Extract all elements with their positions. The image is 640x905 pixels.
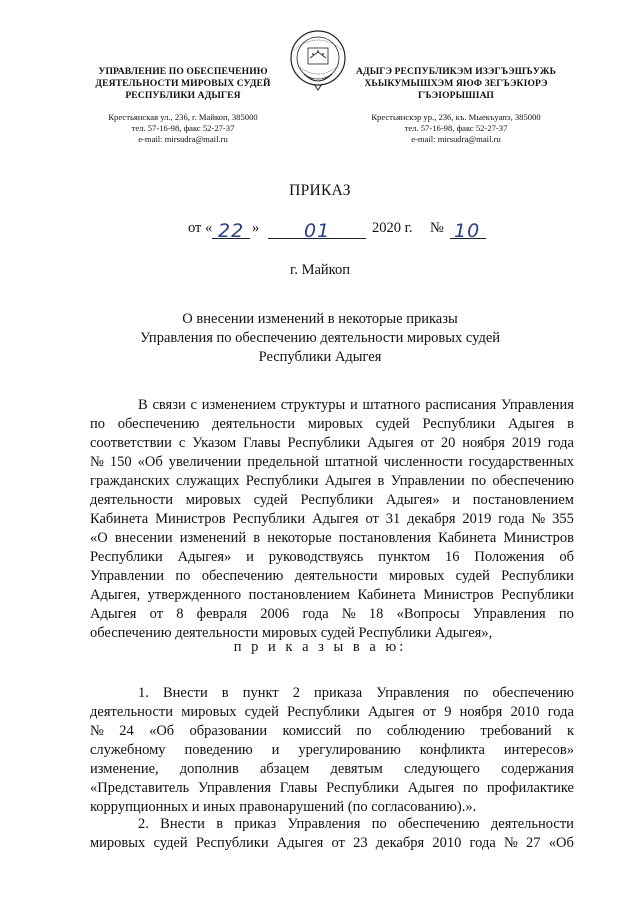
date-mid: » [252, 220, 260, 236]
header-left-line: РЕСПУБЛИКИ АДЫГЕЯ [125, 90, 241, 101]
preamble-line: «О внесении изменений в некоторые постановления Кабинета Министров [90, 530, 574, 546]
preamble-paragraph [90, 396, 574, 643]
subject-line: О внесении изменений в некоторые приказы [182, 311, 458, 327]
preamble-line: по обеспечению деятельности мировых судей Республики Адыгея в [90, 416, 574, 432]
header-left-line: ДЕЯТЕЛЬНОСТИ МИРОВЫХ СУДЕЙ [95, 78, 271, 89]
date-day-handwritten: 22 [218, 220, 245, 242]
preamble-line: соответствии с Указом Главы Республики Адыгея от 20 ноября 2019 года [90, 435, 574, 451]
document-subject [0, 310, 640, 367]
item-1-paragraph [90, 684, 574, 817]
preamble-line: деятельности мировых судей Республики Адыгея» и постановлением [90, 492, 574, 508]
preamble-line: Кабинета Министров Республики Адыгея от 31 декабря 2019 года № 355 [90, 511, 574, 527]
item-1-line: «Представитель Управления Главы Республики Адыгея по профилактике [90, 780, 574, 796]
coat-of-arms-icon [284, 28, 352, 92]
item-2-paragraph [90, 815, 574, 853]
subject-line: Управления по обеспечению деятельности мировых судей [139, 330, 501, 346]
preamble-line: Управлении по обеспечению деятельности мировых судей Республики [90, 568, 574, 584]
item-1-line: изменение, дополнив абзацем девятым следующего содержания [90, 761, 574, 777]
number-label: № [430, 220, 444, 236]
preamble-line: Республики Адыгея» и руководствуясь пунктом 16 Положения об [90, 549, 574, 565]
item-1-line: служебному поведению и урегулированию конфликта интересов» [90, 742, 574, 758]
date-month-handwritten: 01 [304, 220, 331, 242]
item-1-line: 1. Внести в пункт 2 приказа Управления по обеспечению [138, 685, 574, 701]
city: г. Майкоп [290, 262, 350, 278]
doc-number-handwritten: 10 [454, 220, 481, 242]
item-1-line: № 24 «Об образовании комиссий по соблюдению требований к [90, 723, 574, 739]
preamble-line: Адыгея от 8 февраля 2006 года № 18 «Вопросы Управления по [90, 606, 574, 622]
item-2-line: мировых судей Республики Адыгея от 23 декабря 2010 года № 27 «Об [90, 835, 574, 851]
header-left-contacts [78, 112, 288, 145]
document-title: ПРИКАЗ [289, 182, 351, 199]
preamble-line: В связи с изменением структуры и штатного расписания Управления [138, 397, 574, 413]
header-left-line: УПРАВЛЕНИЕ ПО ОБЕСПЕЧЕНИЮ [98, 66, 268, 77]
preamble-line: Адыгея, утвержденного постановлением Кабинета Министров Республики [90, 587, 574, 603]
item-2-line: 2. Внести в приказ Управления по обеспечению деятельности [138, 816, 574, 832]
date-year: 2020 г. [372, 220, 413, 236]
order-word: п р и к а з ы в а ю: [233, 639, 407, 655]
address: Крестьянскэр ур., 236, къ. Мыекъуапэ, 385000 [371, 112, 541, 122]
preamble-line: № 150 «Об увеличении предельной штатной численности государственных [90, 454, 574, 470]
date-line [188, 220, 508, 244]
phone: тел. 57-16-98, факс 52-27-37 [131, 123, 235, 133]
email: e-mail: mirsudra@mail.ru [138, 134, 228, 144]
date-prefix: от « [188, 220, 213, 236]
header-left-org-name [78, 66, 288, 102]
email: e-mail: mirsudra@mail.ru [411, 134, 501, 144]
item-1-line: коррупционных и иных правонарушений (по согласованию).». [90, 799, 477, 815]
header-right-line: ХЬЫКУМЫШХЭМ ЯЮФ ЗЕГЪЭКІОРЭ [364, 78, 548, 89]
phone: тел. 57-16-98, факс 52-27-37 [404, 123, 508, 133]
header-right-org-name [356, 66, 556, 102]
subject-line: Республики Адыгея [258, 349, 382, 365]
header-right-contacts [356, 112, 556, 145]
header-right-line: АДЫГЭ РЕСПУБЛИКЭМ ИЗЭГЪЭШЪУЖЬ [356, 66, 557, 77]
item-1-line: деятельности мировых судей Республики Адыгея от 9 ноября 2010 года [90, 704, 574, 720]
preamble-line: обеспечению деятельности мировых судей Республики Адыгея», [90, 625, 493, 641]
preamble-line: гражданских служащих Республики Адыгея в Управлении по обеспечению [90, 473, 574, 489]
address: Крестьянская ул., 236, г. Майкоп, 385000 [108, 112, 258, 122]
header-right-line: ГЪЭІОРЫШІАП [418, 90, 494, 101]
